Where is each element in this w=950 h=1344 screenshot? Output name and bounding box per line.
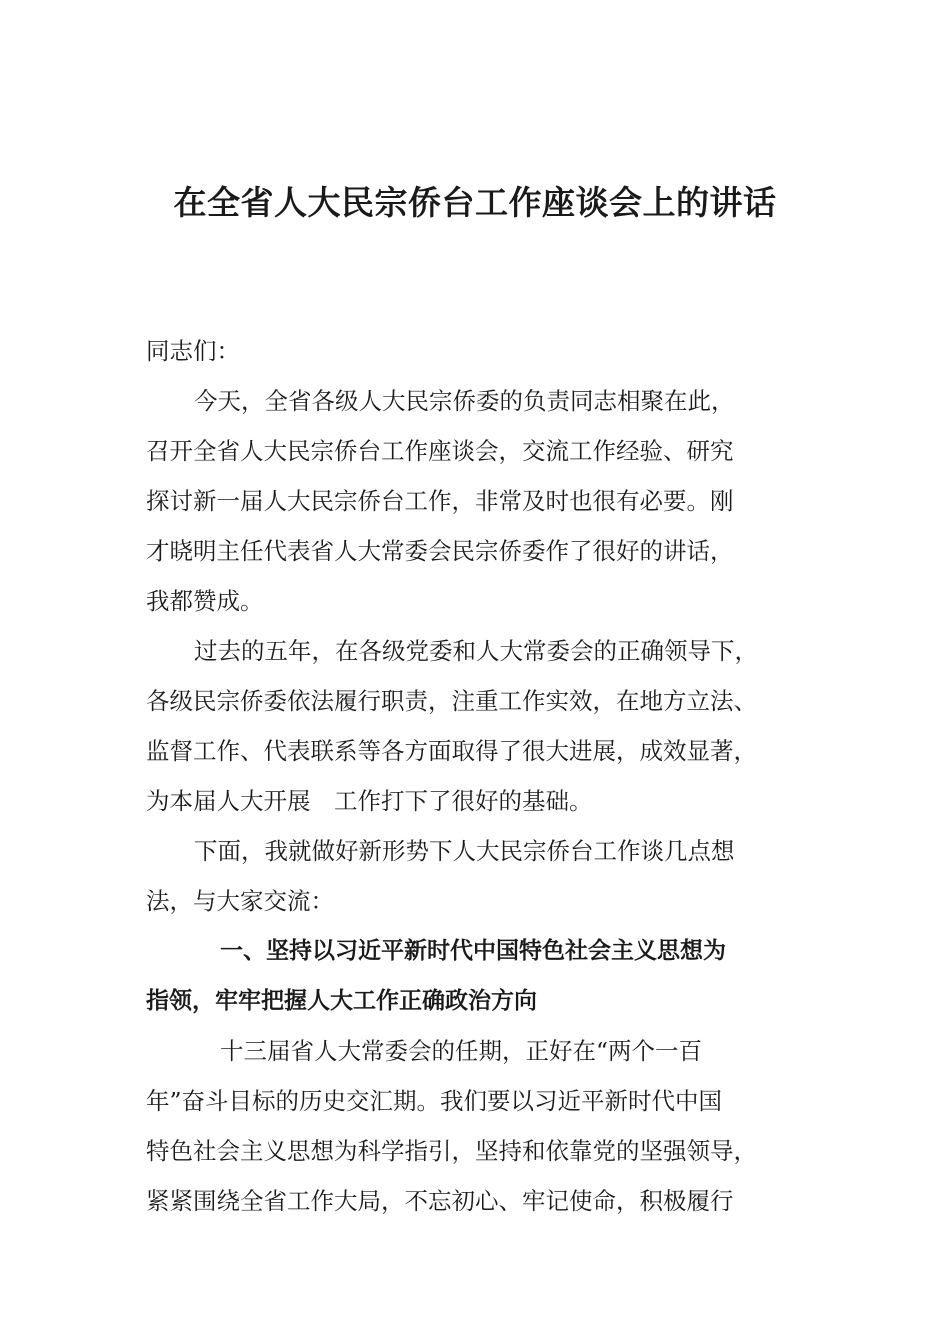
section-heading-line: 指领，牢牢把握人大工作正确政治方向 [146, 988, 537, 1014]
paragraph-line: 过去的五年，在各级党委和人大常委会的正确领导下， [194, 637, 758, 665]
paragraph-line: 法，与大家交流： [146, 887, 334, 915]
document-title: 在全省人大民宗侨台工作座谈会上的讲话 [173, 183, 777, 222]
paragraph-line: 紧紧围绕全省工作大局，不忘初心、牢记使命，积极履行 [146, 1187, 734, 1215]
paragraph-line: 召开全省人大民宗侨台工作座谈会，交流工作经验、研究 [146, 437, 734, 465]
paragraph-line: 探讨新一届人大民宗侨台工作，非常及时也很有必要。刚 [146, 487, 734, 515]
paragraph-line: 十三届省人大常委会的任期，正好在“两个一百 [220, 1037, 703, 1065]
paragraph-line: 特色社会主义思想为科学指引，坚持和依靠党的坚强领导， [146, 1137, 757, 1165]
paragraph-line: 我都赞成。 [146, 587, 264, 615]
paragraph-line: 下面，我就做好新形势下人大民宗侨台工作谈几点想 [194, 837, 735, 865]
salutation: 同志们： [146, 337, 240, 365]
paragraph-line: 各级民宗侨委依法履行职责，注重工作实效，在地方立法、 [146, 687, 757, 715]
paragraph-line: 年”奋斗目标的历史交汇期。我们要以习近平新时代中国 [146, 1087, 723, 1115]
paragraph-line: 监督工作、代表联系等各方面取得了很大进展，成效显著， [146, 737, 757, 765]
paragraph-line: 为本届人大开展 工作打下了很好的基础。 [146, 787, 593, 815]
paragraph-line: 才晓明主任代表省人大常委会民宗侨委作了很好的讲话， [146, 537, 734, 565]
section-heading-line: 一、坚持以习近平新时代中国特色社会主义思想为 [220, 938, 726, 964]
paragraph-line: 今天，全省各级人大民宗侨委的负责同志相聚在此， [194, 387, 735, 415]
document-body [146, 326, 806, 1226]
